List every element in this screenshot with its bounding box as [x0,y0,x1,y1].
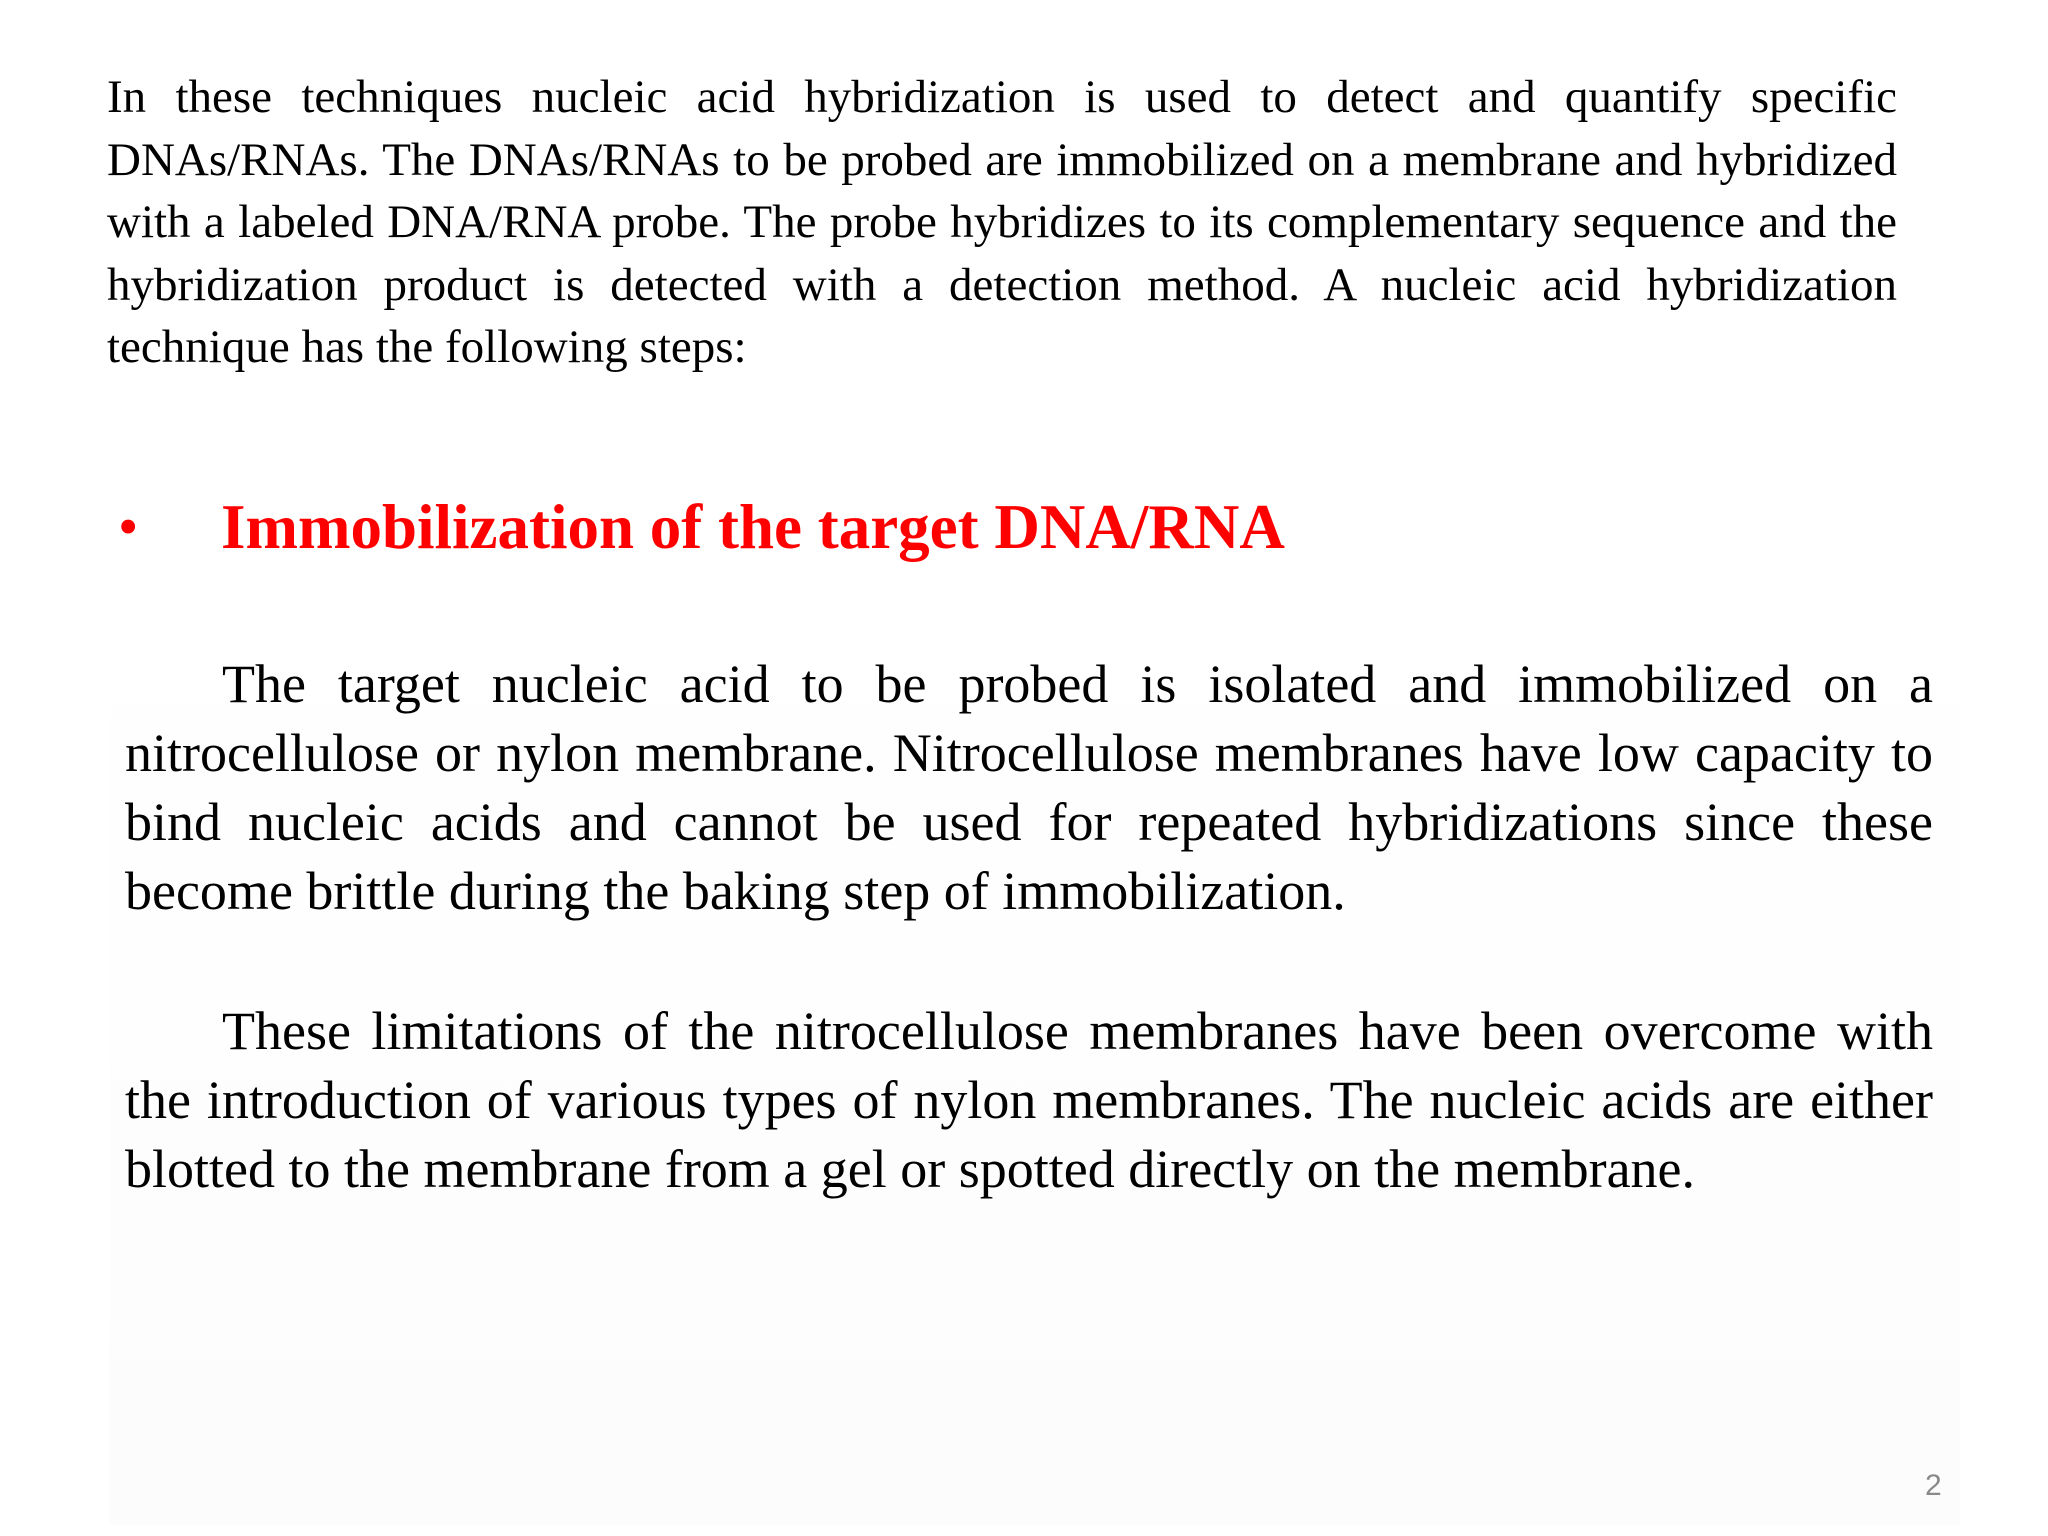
bullet-icon: • [118,494,139,559]
body-paragraph-2: These limitations of the nitrocellulose membranes have been overcome with the introduction of various types of nylon membranes. The nucleic acids are either blotted to the membrane from a gel or spotted directly on the membrane. [125,1001,1933,1199]
page-number: 2 [1925,1469,1942,1502]
section-heading: Immobilization of the target DNA/RNA [221,492,1285,562]
section-heading-row [118,487,1918,567]
body-paragraph-1: The target nucleic acid to be probed is isolated and immobilized on a nitrocellulose or nylon membrane. Nitrocellulose membranes have low capacity to bind nucleic acids and cannot be used for repeated hybridizations since these become brittle during the baking step of immobilization. [125,654,1933,921]
intro-paragraph: In these techniques nucleic acid hybridization is used to detect and quantify specific DNAs/RNAs. The DNAs/RNAs to be probed are immobilized on a membrane and hybridized with a labeled DNA/RNA probe. The probe hybridizes to its complementary sequence and the hybridization product is detected with a detection method. A nucleic acid hybridization technique has the following steps: [107,71,1897,373]
